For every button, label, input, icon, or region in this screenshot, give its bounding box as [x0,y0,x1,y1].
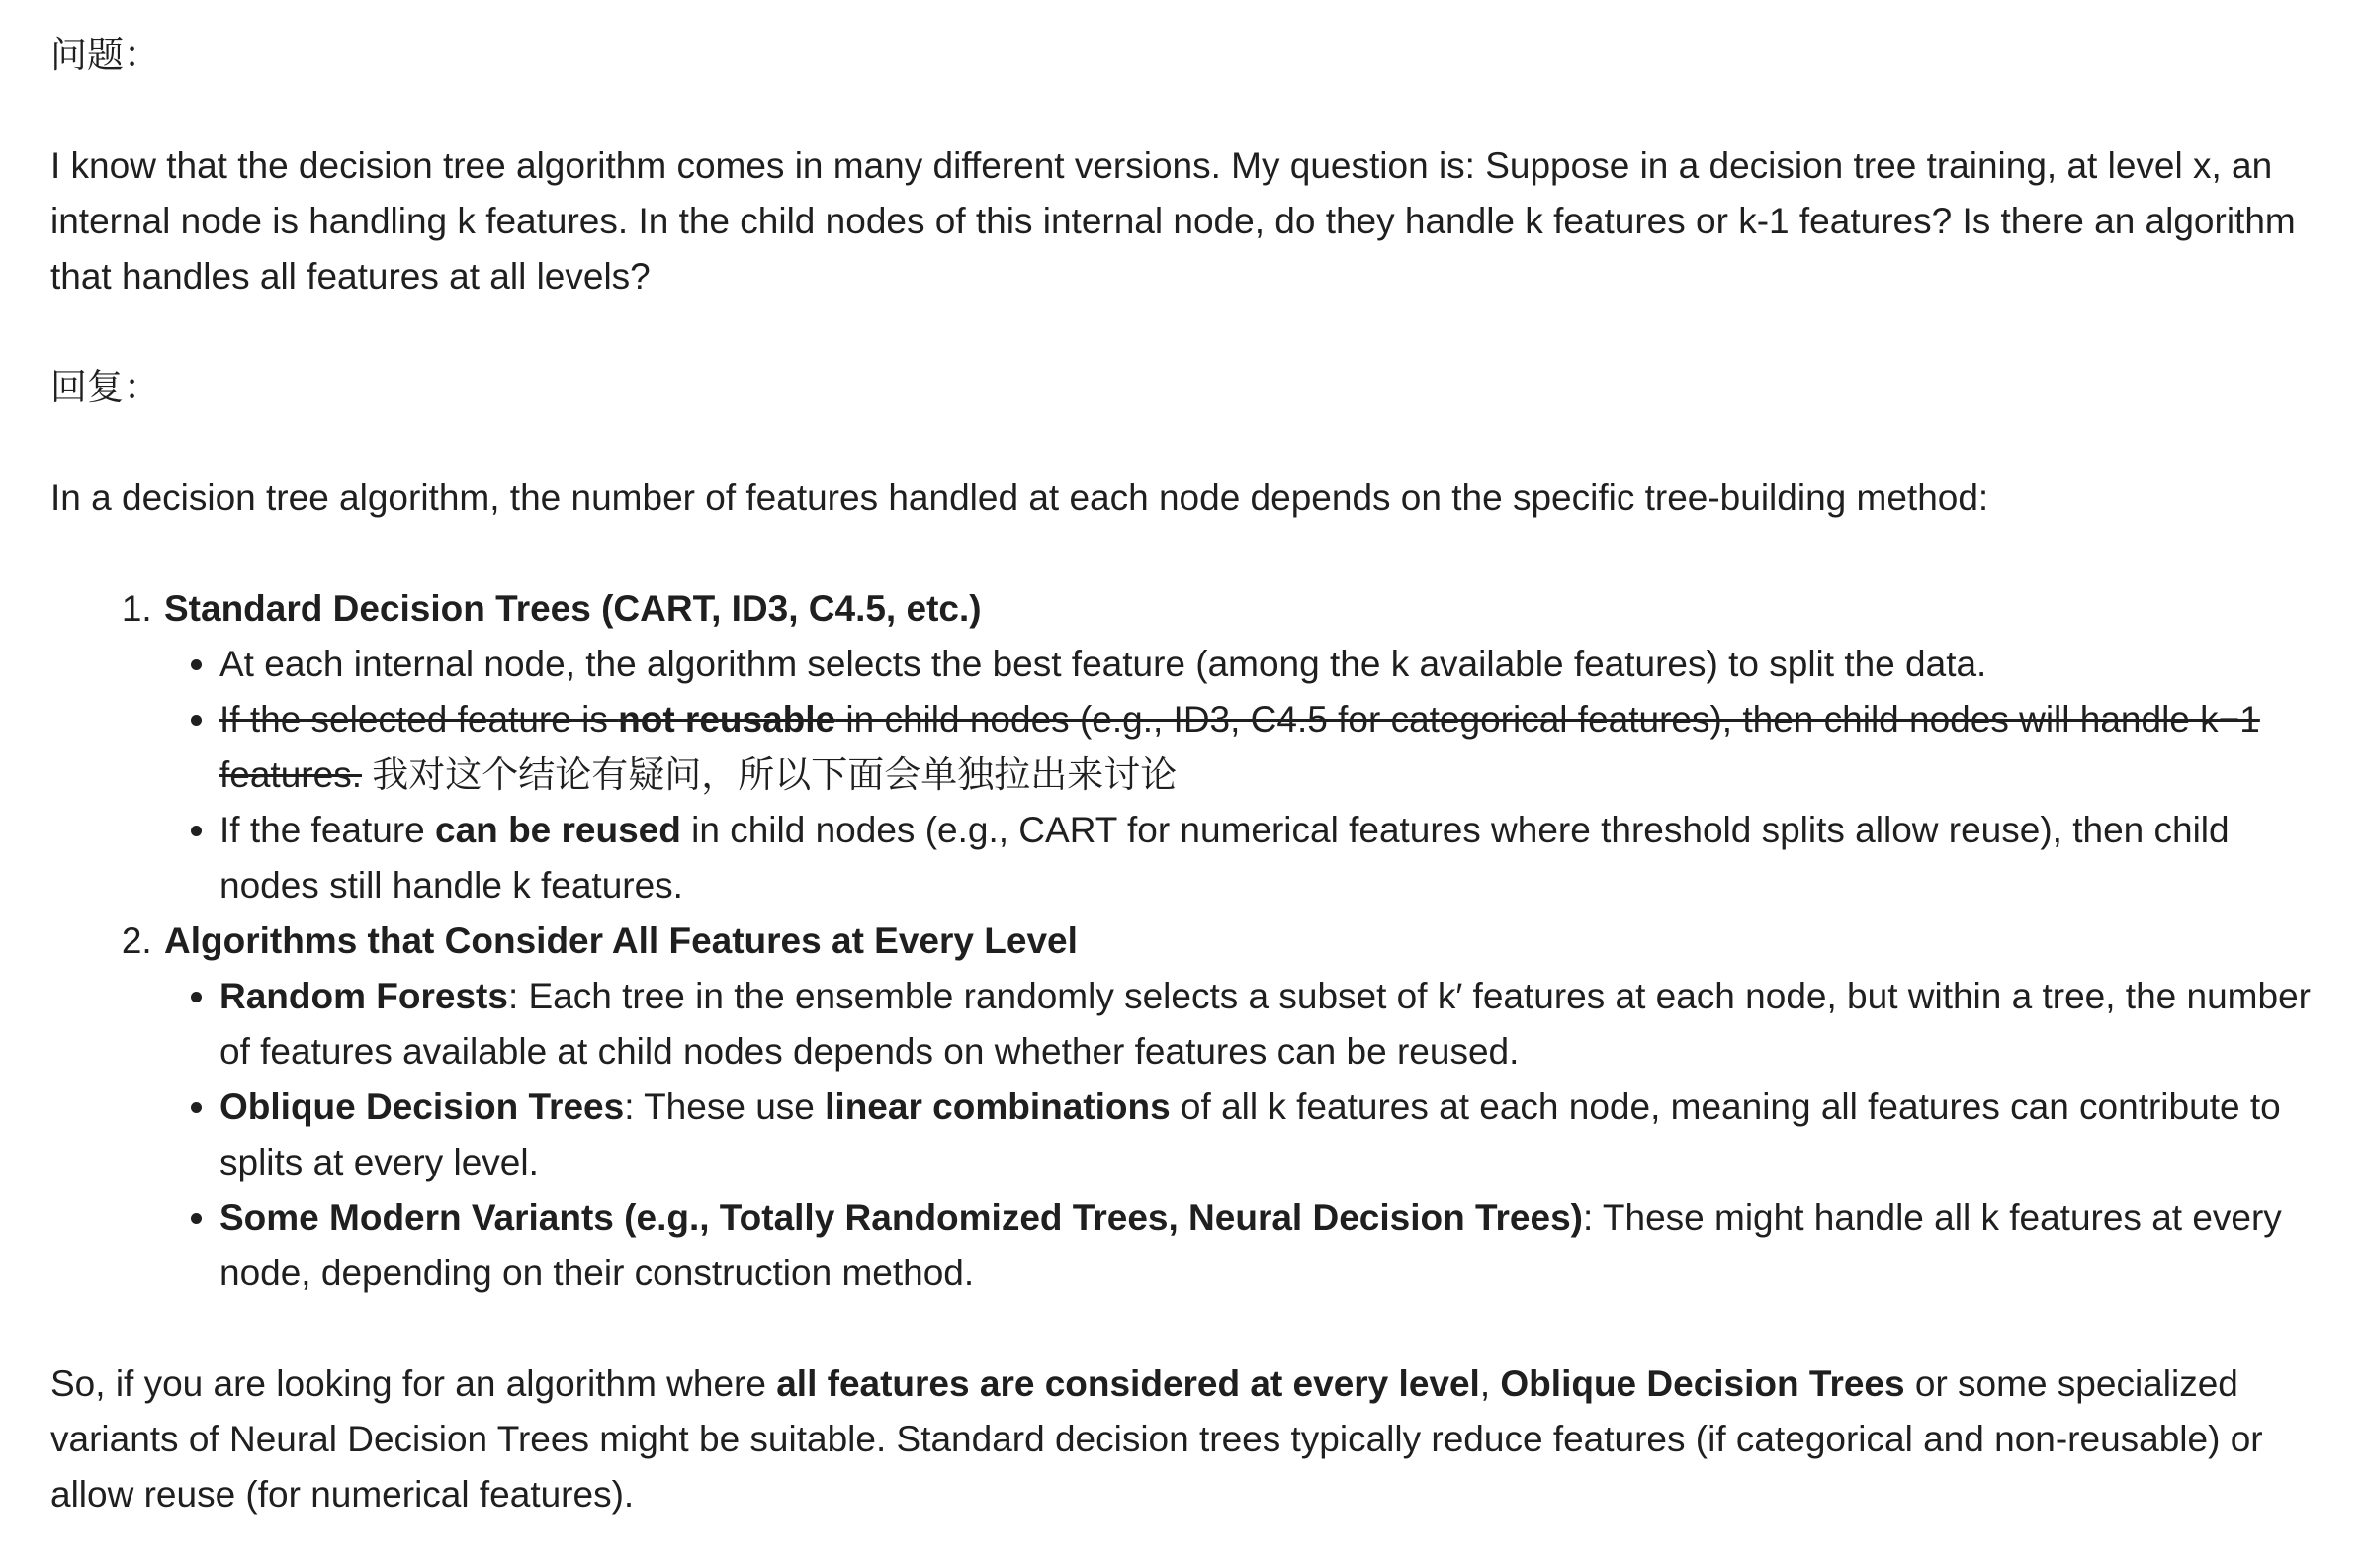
annotation-note: 我对这个结论有疑问，所以下面会单独拉出来讨论 [361,754,1178,795]
question-heading: 问题： [50,35,160,75]
list-item-standard-trees [162,581,2325,914]
bullet-best-feature [219,637,2325,692]
strikethrough-text: If the selected feature is not reusable in child nodes (e.g., ID3, C4.5 for categorical features), then child nodes will handle k−1 features. [219,699,2260,795]
list-item-all-features [162,914,2325,1301]
reply-heading: 回复： [50,367,160,407]
section-title-all-features: Algorithms that Consider All Features at Every Level [164,920,1078,961]
reply-intro: In a decision tree algorithm, the number of features handled at each node depends on the specific tree-building method: [50,478,1989,518]
bullet-random-forests: • Random Forests: Each tree in the ensemble randomly selects a subset of k′ features at each node, but within a tree, the number of features available at child nodes depends on whether features can be reused. [219,969,2325,1080]
bullet-not-reusable [219,692,2325,803]
bullet-text: At each internal node, the algorithm selects the best feature (among the k available features) to split the data. [219,644,1987,684]
bullet-oblique-trees: • Oblique Decision Trees: These use linear combinations of all k features at each node, meaning all features can contribute to splits at every level. [219,1080,2325,1190]
numbered-list [50,581,2325,1301]
conclusion-paragraph: So, if you are looking for an algorithm where all features are considered at every level, Oblique Decision Trees or some specialized variants of Neural Decision Trees might be suitable. Standard decision trees typically reduce features (if categorical and non-reusable) or allow reuse (for numerical features). [50,1363,2263,1515]
question-text: I know that the decision tree algorithm comes in many different versions. My question is: Suppose in a decision tree training, at level x, an internal node is handling k features. In the child nodes of this internal node, do they handle k features or k-1 features? Is there an algorithm that handles all features at all levels? [50,145,2296,297]
bullet-list-standard-trees [164,637,2325,914]
bullet-can-be-reused: • If the feature can be reused in child nodes (e.g., CART for numerical features where threshold splits allow reuse), then child nodes still handle k features. [219,803,2325,914]
bullet-modern-variants: • Some Modern Variants (e.g., Totally Randomized Trees, Neural Decision Trees): These might handle all k features at every node, depending on their construction method. [219,1190,2325,1301]
section-title-standard-trees: Standard Decision Trees (CART, ID3, C4.5, etc.) [164,588,982,629]
bullet-list-all-features [164,969,2325,1301]
